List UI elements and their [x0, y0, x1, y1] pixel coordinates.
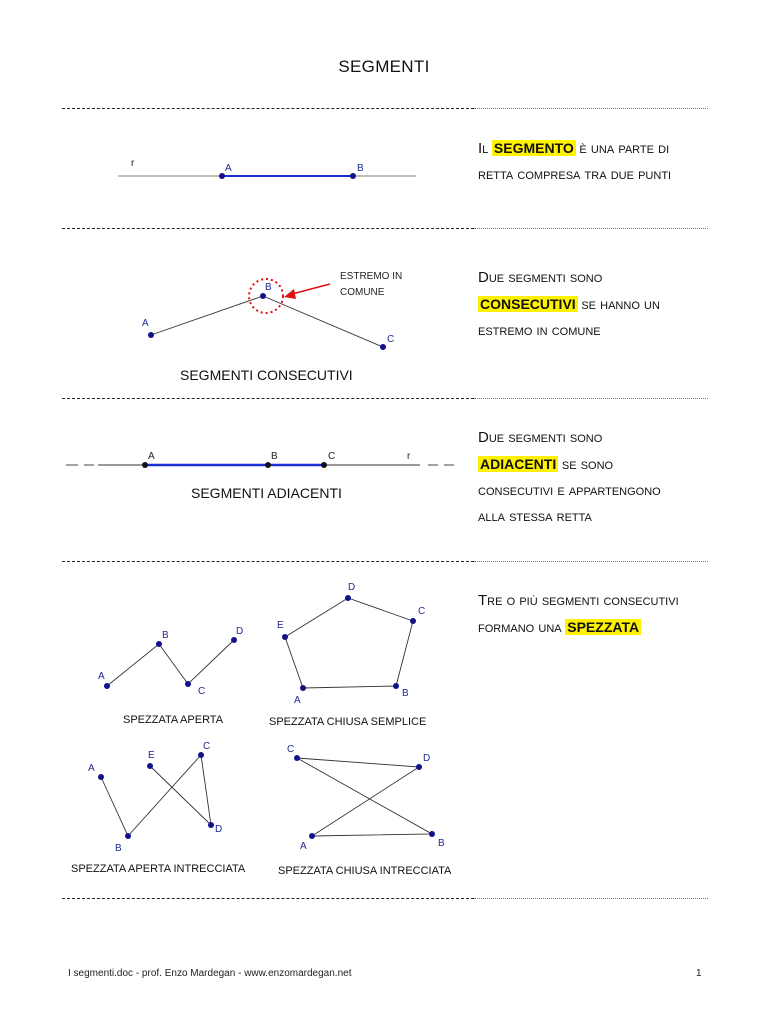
label-a: A	[294, 695, 301, 706]
label-d: D	[348, 582, 356, 593]
line-label-r: r	[131, 158, 135, 169]
consecutive-definition	[478, 265, 718, 344]
page-title: SEGMENTI	[338, 57, 430, 76]
label-b: B	[438, 838, 445, 849]
adjacent-definition	[478, 425, 718, 530]
label-b: B	[162, 630, 169, 641]
definition-line-2	[478, 291, 718, 318]
closed-crossed-polyline-figure	[287, 744, 445, 852]
definition-line-1: Tre o più segmenti consecutivi	[478, 592, 679, 609]
label-c: C	[287, 744, 295, 755]
open-polyline-caption: SPEZZATA APERTA	[123, 714, 224, 726]
text-pre: Il	[478, 140, 489, 157]
label-a: A	[148, 451, 155, 462]
segment-definition	[478, 135, 718, 188]
text-post: se hanno un	[581, 296, 660, 313]
label-a: A	[142, 318, 149, 329]
label-d: D	[236, 626, 244, 637]
polyline-definition	[478, 588, 728, 641]
callout-line1: ESTREMO IN	[340, 271, 403, 282]
text-post: se sono	[561, 456, 614, 473]
text-pre: formano una	[478, 619, 562, 636]
open-polyline-figure	[98, 626, 243, 697]
definition-line-1	[478, 135, 718, 162]
definition-line-1: Due segmenti sono	[478, 429, 603, 446]
consecutive-caption: SEGMENTI CONSECUTIVI	[180, 367, 353, 383]
callout-line2: COMUNE	[340, 287, 385, 298]
definition-line-2	[478, 451, 718, 478]
consecutive-segments-figure	[142, 271, 402, 350]
footer-text: I segmenti.doc - prof. Enzo Mardegan - www.enzomardegan.net	[68, 968, 352, 979]
open-crossed-polyline-figure	[88, 741, 222, 854]
label-c: C	[198, 686, 206, 697]
adjacent-segments-figure	[66, 451, 454, 468]
label-d: D	[215, 824, 223, 835]
keyword-segmento: SEGMENTO	[493, 140, 574, 156]
definition-line-2	[478, 614, 728, 641]
segment-figure	[118, 158, 416, 179]
label-a: A	[225, 163, 232, 174]
label-c: C	[328, 451, 336, 462]
label-b: B	[115, 843, 122, 854]
label-d: D	[423, 753, 431, 764]
keyword-consecutivi: CONSECUTIVI	[480, 296, 576, 312]
label-b: B	[265, 282, 272, 293]
label-c: C	[387, 334, 395, 345]
open-crossed-polyline-caption: SPEZZATA APERTA INTRECCIATA	[71, 863, 246, 875]
definition-line-3: estremo in comune	[478, 322, 601, 339]
text-post: è una parte di	[579, 140, 670, 157]
arrow-icon	[284, 289, 296, 299]
label-e: E	[148, 750, 155, 761]
label-e: E	[277, 620, 284, 631]
label-b: B	[402, 688, 409, 699]
definition-line-2: retta compresa tra due punti	[478, 166, 672, 183]
closed-crossed-polyline-caption: SPEZZATA CHIUSA INTRECCIATA	[278, 865, 452, 877]
label-a: A	[98, 671, 105, 682]
closed-simple-polyline-figure	[277, 582, 425, 706]
page-number: 1	[696, 968, 702, 979]
label-b: B	[271, 451, 278, 462]
label-c: C	[203, 741, 211, 752]
point-b	[350, 173, 356, 179]
label-a: A	[300, 841, 307, 852]
line-label-r: r	[407, 451, 411, 462]
definition-line-4: alla stessa retta	[478, 508, 592, 525]
label-a: A	[88, 763, 95, 774]
keyword-spezzata: SPEZZATA	[567, 619, 640, 635]
keyword-adiacenti: ADIACENTI	[480, 456, 557, 472]
label-c: C	[418, 606, 426, 617]
closed-simple-polyline-caption: SPEZZATA CHIUSA SEMPLICE	[269, 716, 427, 728]
label-b: B	[357, 163, 364, 174]
adjacent-caption: SEGMENTI ADIACENTI	[191, 485, 342, 501]
definition-line-1: Due segmenti sono	[478, 269, 603, 286]
definition-line-3: consecutivi e appartengono	[478, 482, 661, 499]
